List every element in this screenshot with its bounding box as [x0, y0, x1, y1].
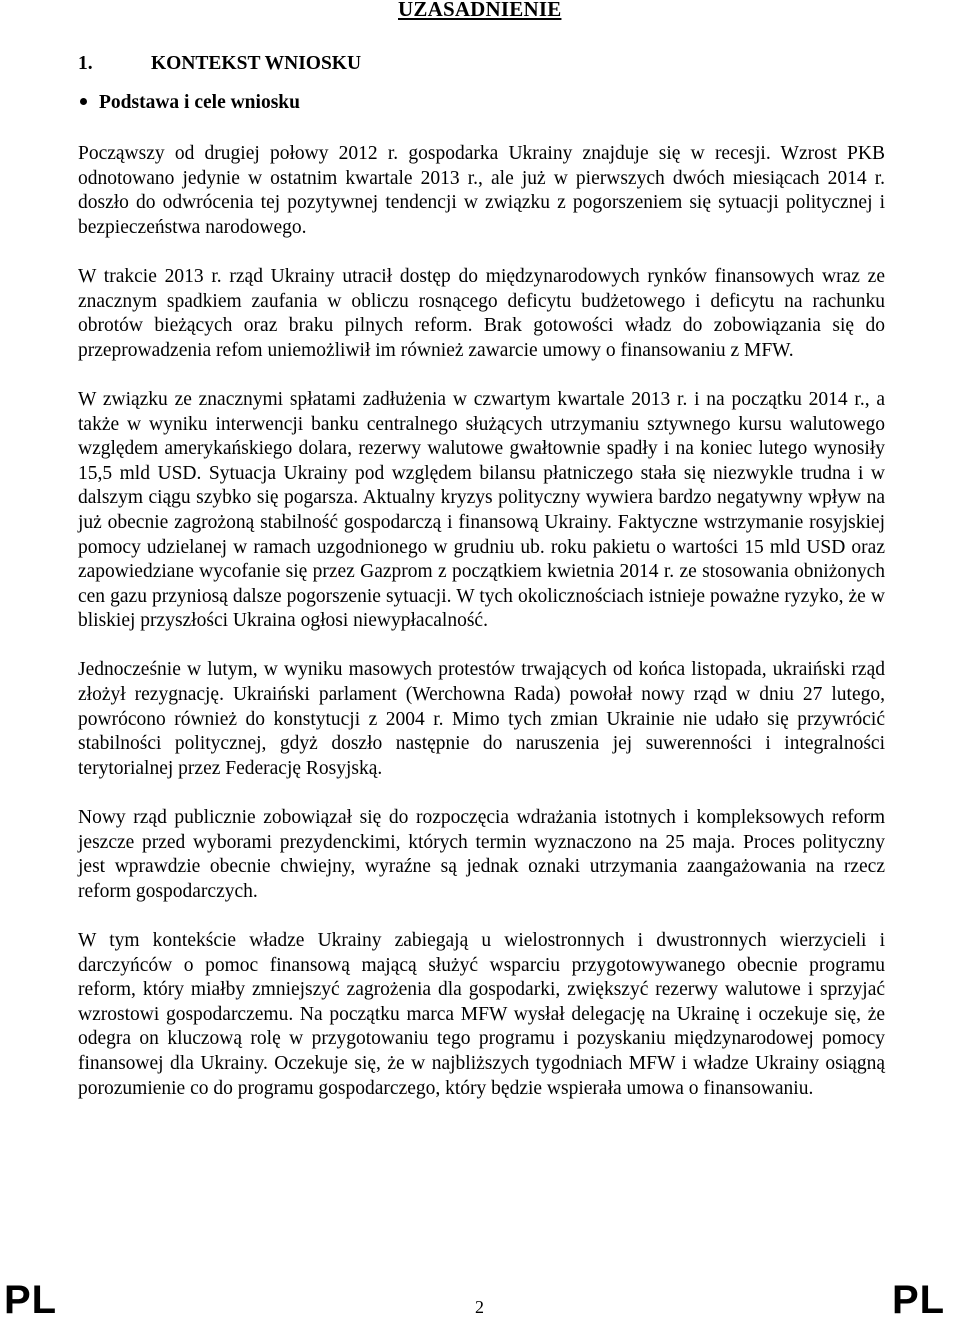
document-body: [78, 142, 885, 1101]
bullet-text: Podstawa i cele wniosku: [99, 92, 300, 113]
paragraph-3: W związku ze znacznymi spłatami zadłużenia w czwartym kwartale 2013 r. i na początku 2014 r., a także w wyniku interwencji banku centralnego służących utrzymaniu sztywnego kursu walutowego względem amerykańskiego dolara, rezerwy walutowe gwałtownie spadły i na koniec lutego wynosiły 15,5 mld USD. Sytuacja Ukrainy pod względem bilansu płatniczego stała się niezwykle trudna i w dalszym ciągu szybko się pogarsza. Aktualny kryzys polityczny wywiera bardzo negatywny wpływ na już obecnie zagrożoną stabilność gospodarczą i finansową Ukrainy. Faktyczne wstrzymanie rosyjskiej pomocy udzielanej w ramach uzgodnionego w grudniu ub. roku pakietu o wartości 15 mld USD oraz zapowiedziane wycofanie się przez Gazprom z początkiem kwietnia 2014 r. ze stosowania obniżonych cen gazu przyniosą dalsze pogorszenie sytuacji. W tych okolicznościach istnieje poważne ryzyko, że w bliskiej przyszłości Ukraina ogłosi niewypłacalność.: [78, 388, 885, 632]
section-title-text: KONTEKST WNIOSKU: [151, 53, 362, 74]
section-title: [78, 53, 361, 75]
section-number: 1.: [78, 53, 93, 74]
page-number: 2: [475, 1297, 484, 1317]
paragraph-1: Począwszy od drugiej połowy 2012 r. gospodarka Ukrainy znajduje się w recesji. Wzrost PKB odnotowano jedynie w ostatnim kwartale 2013 r., ale już w pierwszych dwóch miesiącach 2014 r. doszło do odwrócenia tej pozytywnej tendencji w związku z pogorszeniem się sytuacji politycznej i bezpieczeństwa narodowego.: [78, 143, 885, 238]
paragraph-5: Nowy rząd publicznie zobowiązał się do rozpoczęcia wdrażania istotnych i kompleksowych reform jeszcze przed wyborami prezydenckimi, których termin wyznaczono na 25 maja. Proces polityczny jest wprawdzie obecnie chwiejny, wyraźne są jednak oznaki utrzymania zaangażowania na rzecz reform gospodarczych.: [78, 807, 885, 902]
footer-language-right: PL: [892, 1278, 946, 1322]
paragraph-4: Jednocześnie w lutym, w wyniku masowych protestów trwających od końca listopada, ukraiński rząd złożył rezygnację. Ukraiński parlament (Werchowna Rada) powołał nowy rząd w dniu 27 lutego, powrócono również do konstytucji z 2004 r. Mimo tych zmian Ukrainie nie udało się przywrócić stabilności politycznej, gdyż doszło następnie do naruszenia jej suwerenności i integralności terytorialnej przez Federację Rosyjską.: [78, 659, 885, 779]
footer-language-left: PL: [4, 1278, 58, 1322]
bullet-item: [78, 92, 300, 114]
document-heading: UZASADNIENIE: [398, 0, 562, 21]
bullet-dot-icon: [80, 98, 87, 105]
paragraph-6: W tym kontekście władze Ukrainy zabiegają u wielostronnych i dwustronnych wierzycieli i darczyńców o pomoc finansową mającą służyć wsparciu przygotowywanego obecnie programu reform, który miałby zmniejszyć zagrożenia dla gospodarki, zwiększyć rezerwy walutowe i sprzyjać wzrostowi gospodarczemu. Na początku marca MFW wysłał delegację na Ukrainę i oczekuje się, że odegra on kluczową rolę w przygotowaniu tego programu i pozyskaniu międzynarodowej pomocy finansowej dla Ukrainy. Oczekuje się, że w najbliższych tygodniach MFW i władze Ukrainy osiągną porozumienie co do programu gospodarczego, który będzie wspierała umowa o finansowaniu.: [78, 930, 885, 1099]
paragraph-2: W trakcie 2013 r. rząd Ukrainy utracił dostęp do międzynarodowych rynków finansowych wraz ze znacznym spadkiem zaufania w obliczu rosnącego deficytu budżetowego i deficytu na rachunku obrotów bieżących oraz braku pilnych reform. Brak gotowości władz do zobowiązania się do przeprowadzenia refom uniemożliwił im również zawarcie umowy o finansowaniu z MFW.: [78, 265, 885, 361]
